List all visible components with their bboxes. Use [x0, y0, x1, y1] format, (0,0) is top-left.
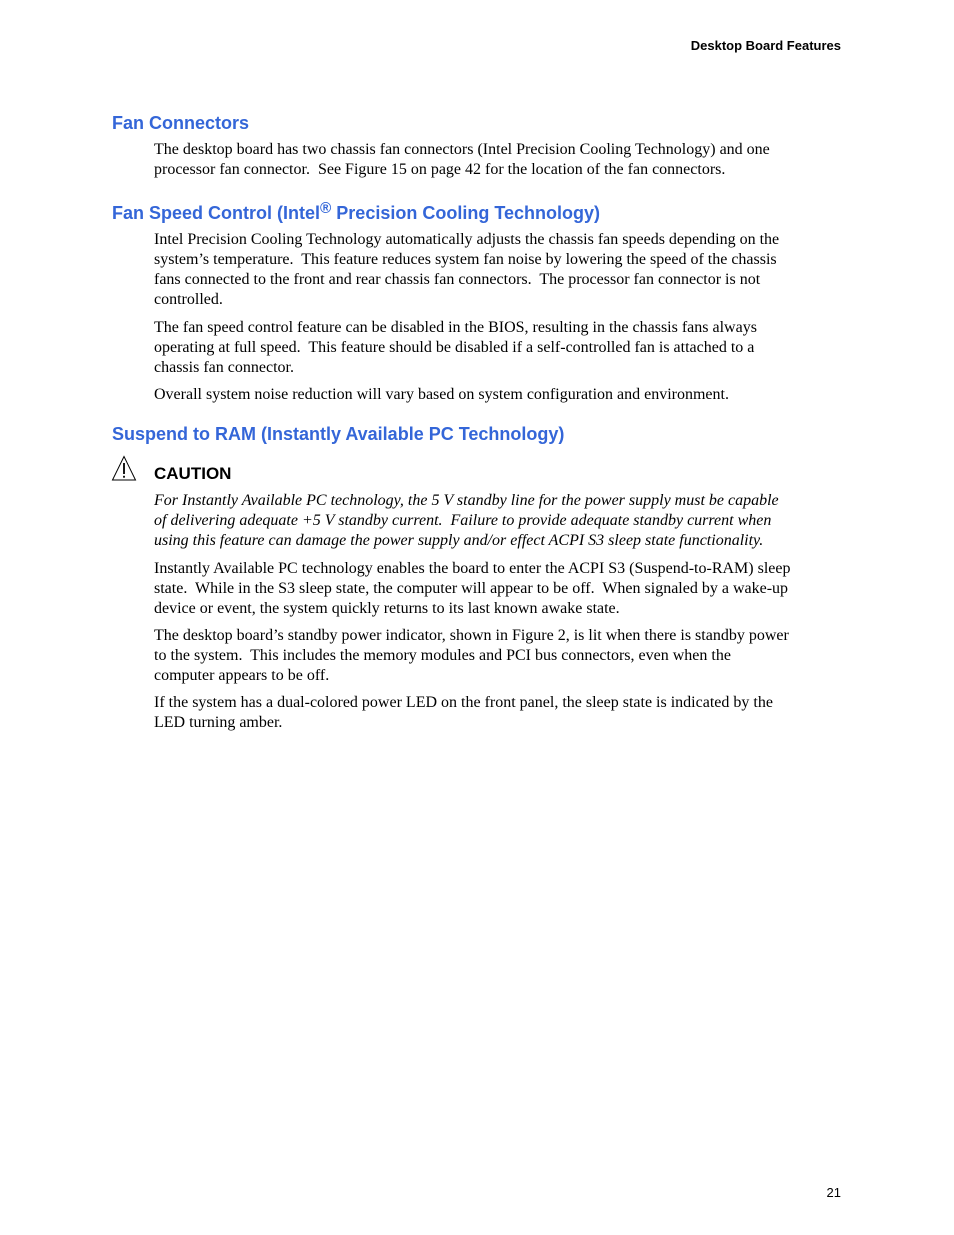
- text-line: operating at full speed. This feature should be disabled if a self-controlled fan is attached to a: [154, 339, 755, 356]
- text-line: state. While in the S3 sleep state, the computer will appear to be off. When signaled by a wake-up: [154, 580, 789, 597]
- section-heading-fan-speed-control: [112, 202, 600, 224]
- text-line: computer appears to be off.: [154, 667, 330, 684]
- text-line: controlled.: [154, 291, 223, 308]
- text-line: device or event, the system quickly returns to its last known awake state.: [154, 600, 620, 617]
- warning-triangle-icon: [111, 455, 137, 481]
- text-line: For Instantly Available PC technology, the 5 V standby line for the power supply must be capable: [154, 492, 779, 509]
- heading-text: Precision Cooling Technology): [331, 203, 600, 223]
- text-line: fans connected to the front and rear chassis fan connectors. The processor fan connector is not: [154, 271, 761, 288]
- registered-mark: ®: [320, 200, 332, 218]
- text-line: If the system has a dual-colored power LED on the front panel, the sleep state is indicated by the: [154, 694, 773, 711]
- section-heading-suspend-to-ram: Suspend to RAM (Instantly Available PC Technology): [112, 424, 565, 444]
- paragraph-noise-reduction: [154, 385, 729, 405]
- text-line: of delivering adequate +5 V standby current. Failure to provide adequate standby current when: [154, 512, 772, 529]
- text-line: system’s temperature. This feature reduces system fan noise by lowering the speed of the chassis: [154, 251, 777, 268]
- caution-label: CAUTION: [154, 464, 232, 483]
- text-line: The desktop board has two chassis fan connectors (Intel Precision Cooling Technology) and one: [154, 141, 770, 158]
- paragraph-standby-indicator: [154, 626, 789, 686]
- text-line: chassis fan connector.: [154, 359, 294, 376]
- text-line: to the system. This includes the memory modules and PCI bus connectors, even when the: [154, 647, 731, 664]
- paragraph-power-led: [154, 693, 773, 733]
- heading-text: Fan Speed Control (Intel: [112, 203, 321, 223]
- paragraph-instantly-available: [154, 559, 790, 619]
- page-number: 21: [826, 1185, 841, 1200]
- text-line: Intel Precision Cooling Technology automatically adjusts the chassis fan speeds depending on the: [154, 231, 780, 248]
- text-line: processor fan connector. See Figure 15 on page 42 for the location of the fan connectors.: [154, 161, 726, 178]
- text-line: LED turning amber.: [154, 714, 283, 731]
- text-line: Overall system noise reduction will vary based on system configuration and environment.: [154, 386, 729, 403]
- paragraph-fan-speed-intro: [154, 230, 779, 310]
- text-line: Instantly Available PC technology enables the board to enter the ACPI S3 (Suspend-to-RAM) sleep: [154, 560, 791, 577]
- paragraph-fan-speed-bios: [154, 318, 757, 378]
- text-line: The fan speed control feature can be disabled in the BIOS, resulting in the chassis fans always: [154, 319, 757, 336]
- text-line: The desktop board’s standby power indicator, shown in Figure 2, is lit when there is standby power: [154, 627, 789, 644]
- caution-text: [154, 491, 779, 551]
- paragraph-fan-connectors: [154, 140, 770, 180]
- text-line: using this feature can damage the power supply and/or effect ACPI S3 sleep state functionality.: [154, 532, 764, 549]
- running-header: Desktop Board Features: [690, 38, 841, 53]
- section-heading-fan-connectors: Fan Connectors: [112, 113, 250, 133]
